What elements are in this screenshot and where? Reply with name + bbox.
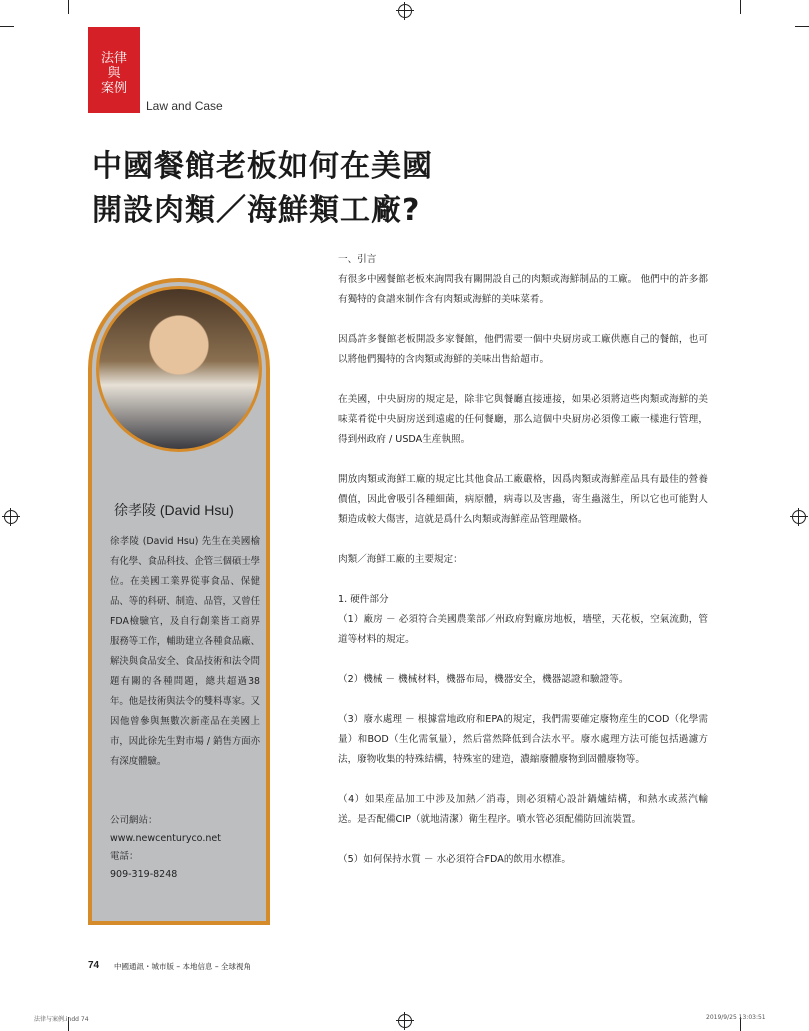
badge-line-3: 案例 <box>100 81 127 96</box>
registration-mark-left <box>4 510 18 524</box>
article-body <box>338 250 708 890</box>
footer-text: 中國通訊・城市版 – 本地信息 – 全球視角 <box>114 962 252 971</box>
paragraph-9: （4）如果産品加工中涉及加熱／消毒，則必須精心設計鍋爐結構，和熱水或蒸汽輸送。是否配備CIP（就地清潔）衛生程序。噴水管必須配備防回流裝置。 <box>338 794 708 825</box>
slug-timestamp: 2019/9/25 13:03:51 <box>706 1014 766 1021</box>
crop-mark <box>68 0 69 14</box>
paragraph-7: （2）機械 － 機械材料，機器布局，機器安全，機器認證和驗證等。 <box>338 674 629 685</box>
phone-number: 909-319-8248 <box>110 869 178 880</box>
hardware-heading: 1. 硬件部分 <box>338 594 389 605</box>
phone-label: 電話： <box>110 851 139 862</box>
article-title <box>92 145 433 233</box>
paragraph-2: 因爲許多餐館老板開設多家餐館，他們需要一個中央厨房或工廠供應自己的餐館，也可以將他們獨特的含肉類或海鮮的美味出售給超市。 <box>338 334 708 365</box>
website-label: 公司網站： <box>110 815 158 826</box>
crop-mark <box>0 26 14 27</box>
author-photo <box>96 286 262 452</box>
registration-mark-top <box>398 4 412 18</box>
crop-mark <box>795 26 809 27</box>
article-heading: 一、引言 <box>338 254 377 265</box>
registration-mark-right <box>792 510 806 524</box>
section-badge <box>88 27 140 113</box>
paragraph-8: （3）廢水處理 － 根據當地政府和EPA的規定，我們需要確定廢物産生的COD（化學需量）和BOD（生化需氧量），然后當然降低到合法水平。廢水處理方法可能包括過濾方法，廢物收集的特殊結構，特殊室的建造，濃縮廢體廢物到固體廢物等。 <box>338 714 708 765</box>
paragraph-4: 開放肉類或海鮮工廠的規定比其他食品工廠嚴格，因爲肉類或海鮮産品具有最佳的營養價值，因此會吸引各種細菌，病原體，病毒以及害蟲，寄生蟲滋生，所以它也可能對人類造成較大傷害，這就是爲什么肉類或海鮮産品管理嚴格。 <box>338 474 708 525</box>
badge-line-1: 法律 <box>100 51 127 66</box>
paragraph-10: （5）如何保持水質 － 水必須符合FDA的飲用水標准。 <box>338 854 571 865</box>
page-number: 74 <box>88 960 100 971</box>
title-line-2: 開設肉類／海鮮類工廠? <box>92 193 421 228</box>
author-bio-text: 徐孝陵 (David Hsu) 先生在美國榆有化學、食品科技、企管三個碩士學位。在美國工業界從事食品、保健品、等的科研、制造、品管，又曾任FDA檢驗官，及自行創業皆工商界服務等工作，輔助建立各種食品廠、解決與食品安全、食品技術和法令問題有關的各種問題，總共超過38年。他是技術與法令的雙料專家。又因他曾參與無數次新產品在美國上市，因此徐先生對市場 / 銷售方面亦有深度體驗。 <box>110 536 261 767</box>
slug-file-name: 法律与案例.indd 74 <box>34 1016 89 1023</box>
website-link[interactable]: www.newcenturyco.net <box>110 833 221 844</box>
registration-mark-bottom <box>398 1014 412 1028</box>
title-line-1: 中國餐館老板如何在美國 <box>92 149 433 184</box>
paragraph-1: 有很多中國餐館老板來詢問我有關開設自己的肉類或海鮮制品的工廠。 他們中的許多都有獨特的食譜來制作含有肉類或海鮮的美味菜肴。 <box>338 274 708 305</box>
author-bio-card <box>88 278 270 925</box>
paragraph-3: 在美國，中央厨房的規定是，除非它與餐廳直接連接，如果必須將這些肉類或海鮮的美味菜肴從中央厨房送到遠處的任何餐廳，那么這個中央厨房必須像工廠一樣進行管理，得到州政府 / USDA生産執照。 <box>338 394 708 445</box>
badge-line-2: 與 <box>107 66 121 81</box>
crop-mark <box>740 0 741 14</box>
paragraph-6: （1）廠房 － 必須符合美國農業部／州政府對廠房地板，墻壁，天花板，空氣流動，管道等材料的規定。 <box>338 614 708 645</box>
author-name: 徐孝陵 (David Hsu) <box>114 502 234 518</box>
paragraph-5: 肉類／海鮮工廠的主要規定： <box>338 554 463 565</box>
author-contact <box>110 812 260 884</box>
section-english-label: Law and Case <box>146 99 223 113</box>
